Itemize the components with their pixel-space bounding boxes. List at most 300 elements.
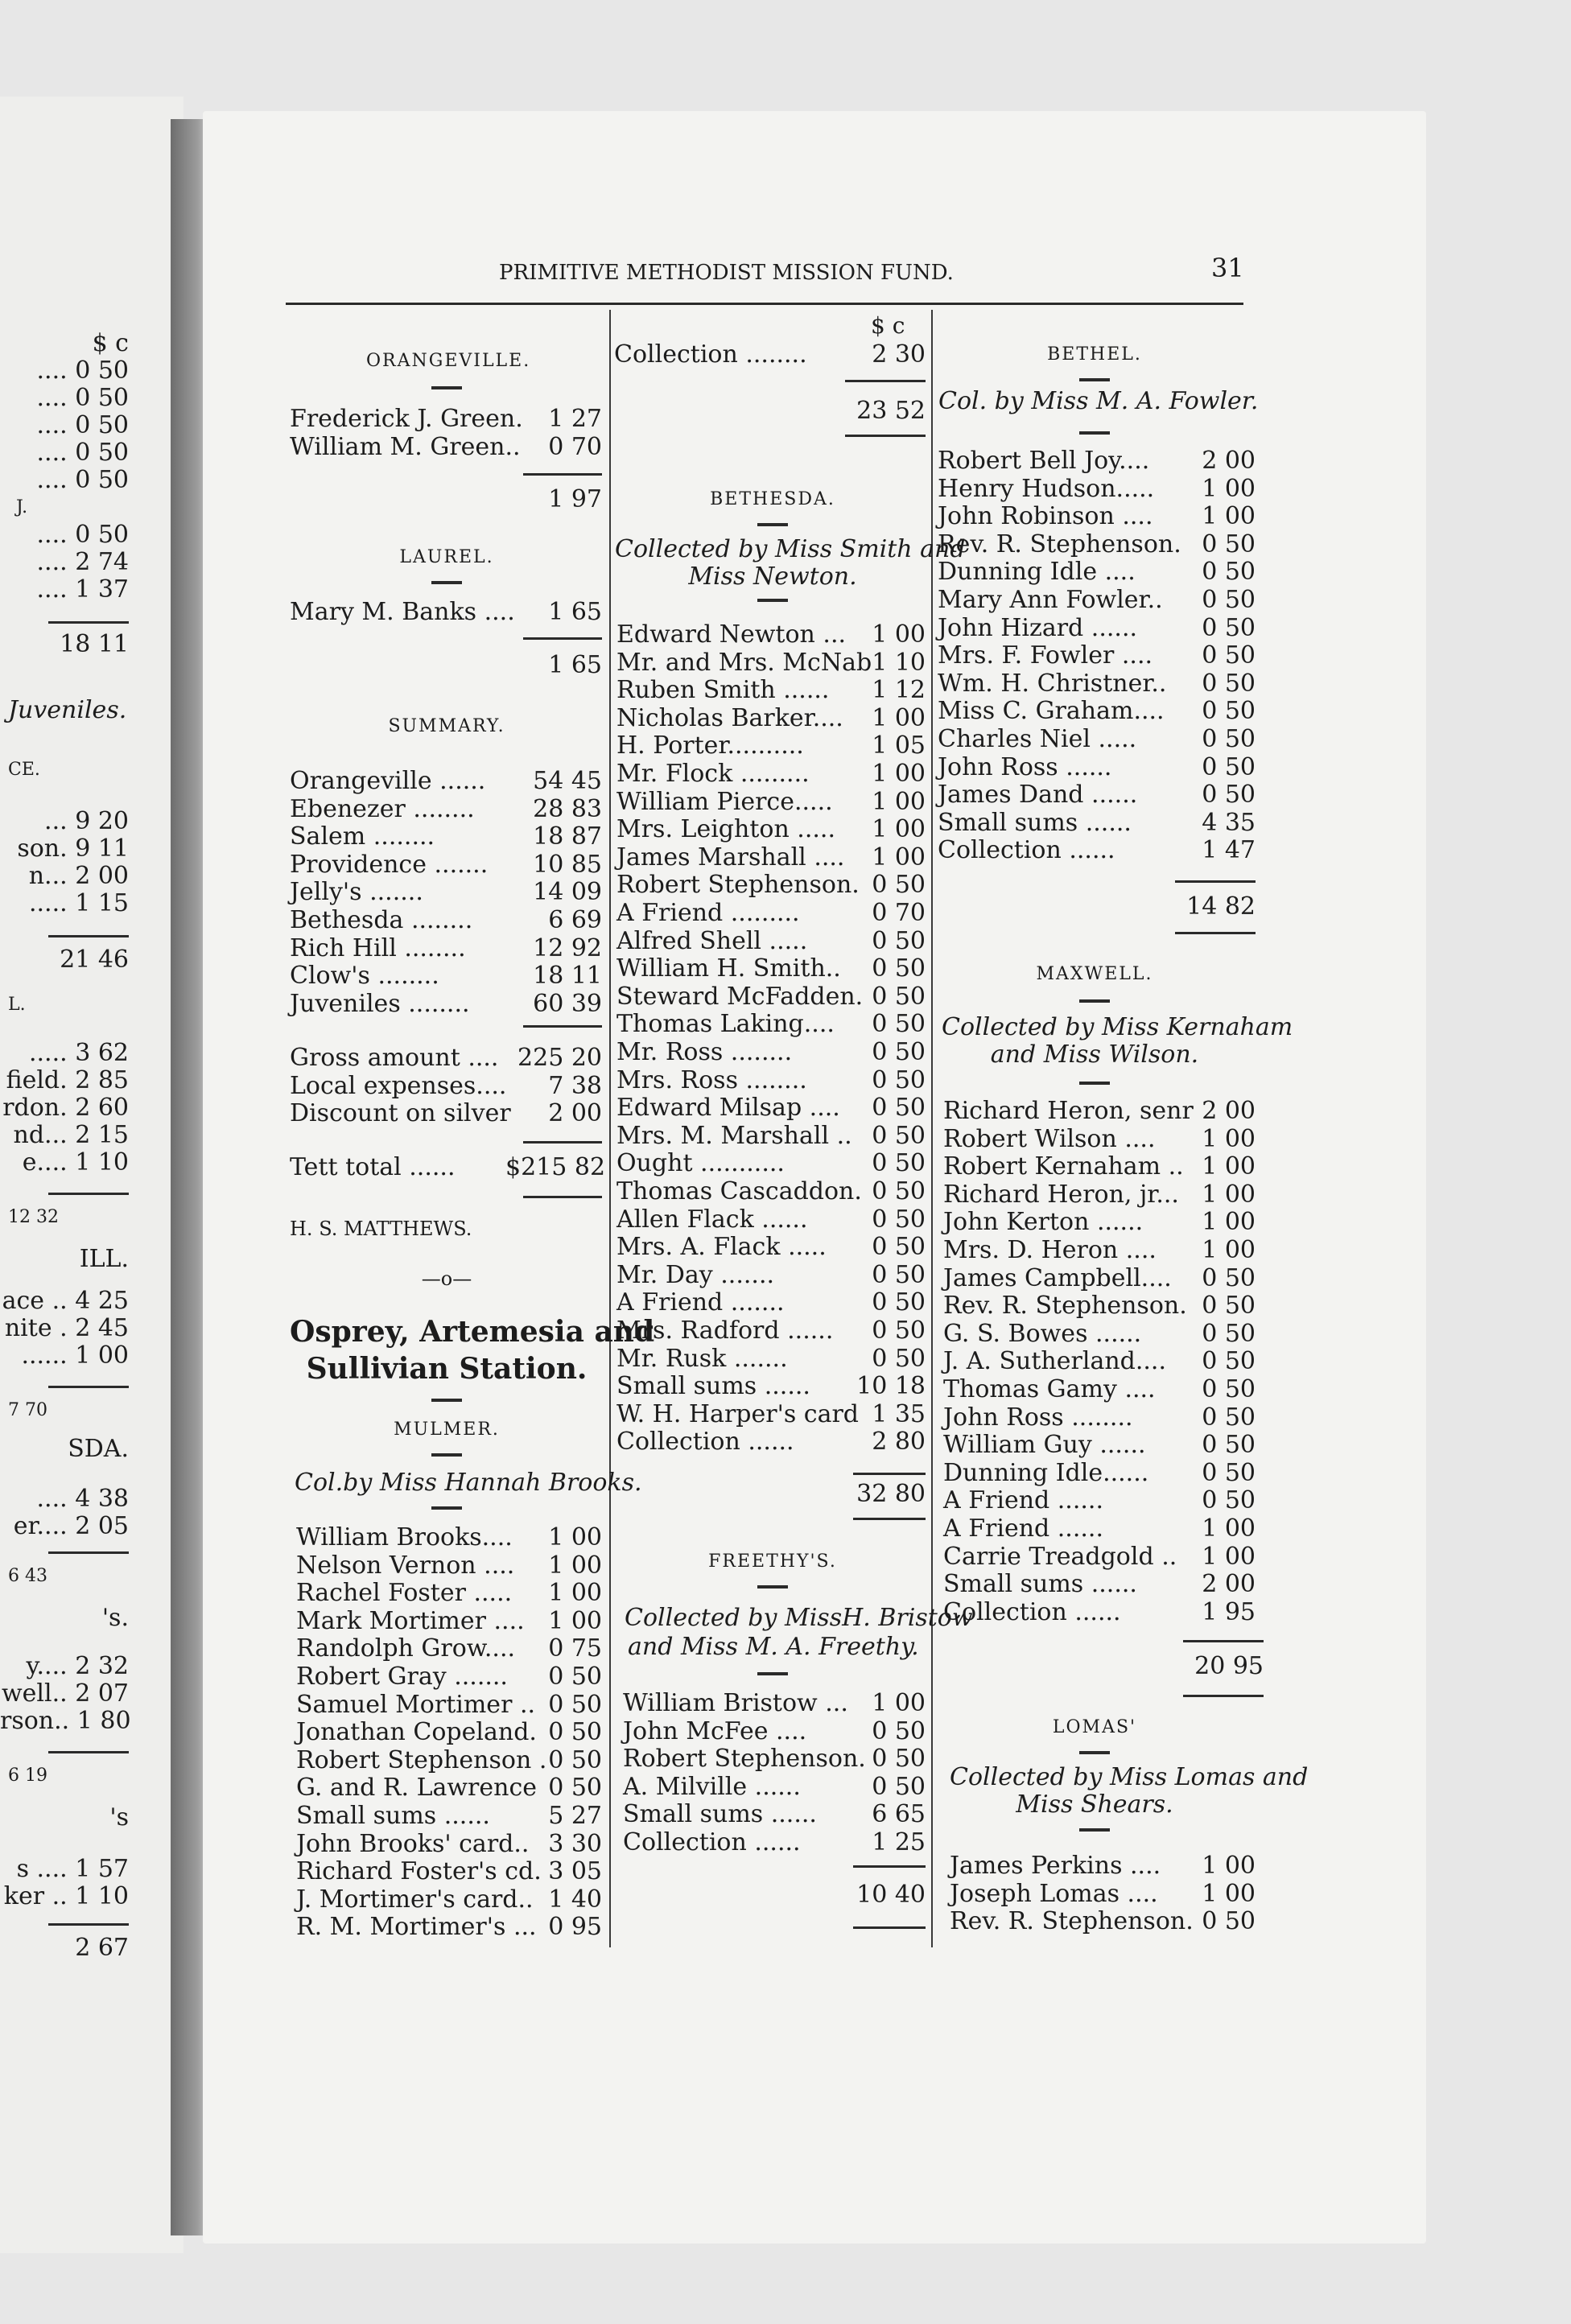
entry-amount: 18 11 <box>533 962 602 991</box>
running-head: PRIMITIVE METHODIST MISSION FUND. <box>499 261 954 285</box>
entry-name: Collection ........ <box>614 340 807 369</box>
entry-amount: 1 00 <box>548 1579 602 1608</box>
entry-amount: 1 00 <box>872 760 926 788</box>
entry-name: Allen Flack ...... <box>616 1205 808 1234</box>
left-page-text: J. <box>16 497 28 517</box>
entry-name: Mrs. A. Flack ..... <box>616 1233 827 1262</box>
entry-name: Rev. R. Stephenson. <box>943 1292 1187 1321</box>
entry-name: Mrs. F. Fowler .... <box>938 641 1153 670</box>
left-page-text: 18 11 <box>60 630 129 658</box>
entry-amount: 0 50 <box>872 1010 926 1039</box>
entry-amount: 1 40 <box>548 1885 602 1914</box>
entry-amount: 6 69 <box>548 906 602 934</box>
entry-name: Ebenezer ........ <box>290 794 475 823</box>
entry-amount: 1 00 <box>872 620 926 649</box>
entry-amount: 225 20 <box>517 1044 602 1072</box>
entry-name: Clow's ........ <box>290 962 439 991</box>
entry-name: Rich Hill ........ <box>290 933 466 962</box>
entry-amount: 5 27 <box>548 1802 602 1830</box>
entry-amount: 7 38 <box>548 1071 602 1100</box>
entry-name: Nelson Vernon .... <box>296 1551 515 1580</box>
entry-name: John Ross ...... <box>938 752 1112 781</box>
left-page-text: rdon. 2 60 <box>2 1094 129 1122</box>
column-divider <box>609 310 611 1947</box>
subtotal: 1 65 <box>548 651 602 679</box>
entry-amount: 1 00 <box>1202 1152 1256 1181</box>
header-rule <box>286 303 1243 305</box>
entry-name: William Bristow ... <box>623 1689 848 1717</box>
left-page-rule <box>48 1751 129 1753</box>
collector-line: Miss Shears. <box>1016 1790 1173 1819</box>
entry-amount: 1 00 <box>1202 1236 1256 1264</box>
left-page-text: 's <box>109 1803 129 1832</box>
left-page-text: 21 46 <box>60 946 129 974</box>
entry-amount: 0 50 <box>1202 1263 1256 1292</box>
entry-amount: 14 09 <box>533 878 602 907</box>
ornament: —o— <box>421 1267 472 1290</box>
entry-name: James Dand ...... <box>938 781 1138 810</box>
short-dash <box>1079 1751 1110 1754</box>
subtotal-rule <box>1175 932 1256 934</box>
subtotal-rule <box>853 1926 926 1929</box>
entry-name: Robert Stephenson. <box>623 1745 866 1774</box>
entry-amount: 10 85 <box>533 850 602 879</box>
entry-amount: 0 50 <box>872 871 926 900</box>
entry-name: John Kerton ...... <box>943 1208 1144 1237</box>
entry-amount: 0 50 <box>1202 1347 1256 1376</box>
entry-name: Providence ....... <box>290 850 489 879</box>
entry-amount: 1 12 <box>872 676 926 705</box>
entry-name: William Guy ...... <box>943 1431 1146 1460</box>
entry-amount: 0 50 <box>872 1205 926 1234</box>
left-page-text: .... 0 50 <box>36 521 129 549</box>
subtotal: 32 80 <box>856 1480 926 1508</box>
subtotal: 10 40 <box>856 1881 926 1909</box>
left-page-text: .... 0 50 <box>36 439 129 467</box>
entry-name: Mrs. M. Marshall .. <box>616 1121 852 1150</box>
subtotal-rule <box>523 1025 602 1028</box>
entry-name: Salem ........ <box>290 822 435 851</box>
entry-amount: 1 00 <box>872 843 926 872</box>
entry-name: Rev. R. Stephenson. <box>950 1907 1194 1936</box>
entry-amount: 1 00 <box>1202 1879 1256 1908</box>
entry-amount: 0 50 <box>1202 781 1256 810</box>
entry-amount: 2 00 <box>1202 447 1256 475</box>
left-page-text: .... 0 50 <box>36 384 129 412</box>
entry-amount: 0 95 <box>548 1913 602 1942</box>
entry-name: Mrs. Leighton ..... <box>616 815 835 844</box>
station-heading: Osprey, Artemesia and <box>290 1315 655 1349</box>
left-page-text: er.... 2 05 <box>13 1512 129 1540</box>
subtotal-rule <box>523 637 602 640</box>
entry-name: Miss C. Graham.... <box>938 697 1165 726</box>
left-page-text: .... 0 50 <box>36 466 129 494</box>
entry-name: Richard Heron, jr... <box>943 1180 1179 1209</box>
entry-name: Small sums ...... <box>616 1372 810 1401</box>
subtotal-rule <box>523 1141 602 1143</box>
entry-name: William Pierce..... <box>616 787 833 816</box>
section-heading: ORANGEVILLE. <box>366 351 531 371</box>
entry-name: A Friend ......... <box>616 899 800 927</box>
entry-name: Mr. Flock ......... <box>616 760 810 788</box>
entry-name: Jelly's ....... <box>290 878 423 907</box>
subtotal: 14 82 <box>1186 892 1256 921</box>
entry-amount: 1 00 <box>872 703 926 732</box>
subtotal-rule <box>853 1473 926 1475</box>
left-page-rule <box>48 1386 129 1388</box>
entry-name: Ruben Smith ...... <box>616 676 830 705</box>
left-page-text: y.... 2 32 <box>26 1652 129 1680</box>
entry-amount: 1 27 <box>548 405 602 433</box>
entry-name: Thomas Gamy .... <box>943 1375 1156 1403</box>
entry-name: Collection ...... <box>616 1428 794 1457</box>
entry-name: John Hizard ...... <box>938 613 1138 642</box>
entry-amount: 1 35 <box>872 1399 926 1428</box>
entry-amount: 0 50 <box>1202 1431 1256 1460</box>
subtotal-rule <box>1183 1640 1264 1642</box>
entry-name: Mark Mortimer .... <box>296 1606 525 1635</box>
short-dash <box>1079 431 1110 435</box>
entry-amount: 1 65 <box>548 598 602 626</box>
entry-amount: 2 00 <box>1202 1570 1256 1599</box>
entry-amount: 1 00 <box>1202 1852 1256 1880</box>
entry-amount: 0 50 <box>1202 1292 1256 1321</box>
collector-line: Collected by Miss Smith and <box>615 535 966 563</box>
entry-name: Mr. Ross ........ <box>616 1038 793 1066</box>
left-page-text: son. 9 11 <box>17 834 129 863</box>
entry-name: Small sums ...... <box>623 1800 817 1829</box>
left-page-text: 2 67 <box>75 1934 129 1962</box>
entry-amount: 0 50 <box>548 1663 602 1691</box>
entry-name: A. Milville ...... <box>623 1772 801 1801</box>
subtotal-rule <box>523 1196 602 1198</box>
entry-amount: 0 50 <box>1202 1907 1256 1936</box>
left-page-text: 12 32 <box>8 1207 59 1227</box>
left-page-text: 6 43 <box>8 1566 47 1586</box>
entry-name: Robert Stephenson . <box>296 1745 547 1774</box>
entry-amount: 1 10 <box>872 648 926 677</box>
entry-name: John Brooks' card.. <box>296 1829 530 1858</box>
entry-amount: 2 00 <box>548 1099 602 1128</box>
left-page-rule <box>48 1923 129 1926</box>
entry-amount: 1 00 <box>872 815 926 844</box>
entry-name: Tett total ...... <box>290 1153 456 1181</box>
entry-amount: 0 50 <box>1202 529 1256 558</box>
entry-amount: 0 50 <box>872 982 926 1011</box>
collector-line: Collected by Miss Kernaham <box>942 1013 1293 1041</box>
entry-amount: 3 05 <box>548 1857 602 1886</box>
entry-name: A Friend ....... <box>616 1288 785 1317</box>
left-page-text: .... 0 50 <box>36 411 129 439</box>
entry-amount: 0 50 <box>1202 1486 1256 1515</box>
entry-name: Carrie Treadgold .. <box>943 1542 1177 1571</box>
entry-name: James Campbell.... <box>943 1263 1172 1292</box>
entry-name: Joseph Lomas .... <box>950 1879 1158 1908</box>
entry-amount: 2 80 <box>872 1428 926 1457</box>
entry-amount: 0 50 <box>1202 1458 1256 1487</box>
entry-name: Steward McFadden. <box>616 982 864 1011</box>
short-dash <box>1079 1082 1110 1085</box>
collector-line: Col. by Miss M. A. Fowler. <box>938 387 1259 415</box>
entry-amount: 0 50 <box>1202 1319 1256 1348</box>
entry-name: Frederick J. Green. <box>290 405 523 433</box>
subtotal-rule <box>853 1865 926 1868</box>
entry-name: Robert Bell Joy.... <box>938 447 1150 475</box>
subtotal-rule <box>523 473 602 476</box>
entry-name: Richard Heron, senr <box>943 1097 1194 1125</box>
section-heading: MAXWELL. <box>1036 964 1153 984</box>
entry-name: Juveniles ........ <box>290 989 470 1018</box>
entry-amount: 2 00 <box>1202 1097 1256 1125</box>
left-page-text: nite . 2 45 <box>4 1314 129 1342</box>
subtotal-rule <box>845 380 926 382</box>
entry-amount: 1 00 <box>872 787 926 816</box>
entry-name: Alfred Shell ..... <box>616 926 808 955</box>
entry-amount: 0 50 <box>1202 752 1256 781</box>
entry-amount: 0 50 <box>1202 1403 1256 1432</box>
left-page-text: CE. <box>8 760 40 780</box>
entry-amount: 0 50 <box>1202 725 1256 753</box>
entry-name: Collection ...... <box>938 836 1115 865</box>
station-heading: Sullivian Station. <box>306 1352 588 1386</box>
entry-name: Small sums ...... <box>296 1802 490 1830</box>
subtotal-rule <box>853 1518 926 1520</box>
left-page-text: .... 2 74 <box>36 548 129 576</box>
entry-name: Rev. R. Stephenson. <box>938 529 1181 558</box>
entry-amount: 0 50 <box>872 1288 926 1317</box>
entry-amount: 1 00 <box>1202 1180 1256 1209</box>
entry-name: Collection ...... <box>943 1597 1121 1626</box>
entry-amount: 1 00 <box>1202 502 1256 531</box>
entry-name: Mrs. Ross ........ <box>616 1065 807 1094</box>
short-dash <box>431 1453 462 1457</box>
short-dash <box>1079 999 1110 1003</box>
entry-name: Thomas Cascaddon. <box>616 1177 862 1205</box>
short-dash <box>757 1585 788 1588</box>
entry-amount: 0 70 <box>872 899 926 927</box>
page-number: 31 <box>1211 253 1244 283</box>
collector-line: Col.by Miss Hannah Brooks. <box>295 1469 642 1497</box>
collector-line: and Miss Wilson. <box>990 1040 1199 1069</box>
left-page-text: ... 9 20 <box>44 807 129 835</box>
entry-name: William Brooks.... <box>296 1523 513 1551</box>
entry-amount: 0 50 <box>872 1233 926 1262</box>
left-page-text: ...... 1 00 <box>21 1341 129 1370</box>
entry-name: Samuel Mortimer .. <box>296 1690 536 1719</box>
short-dash <box>431 1399 462 1402</box>
left-page-text: L. <box>8 995 26 1015</box>
currency-header: $ c <box>871 312 905 339</box>
entry-name: Thomas Laking.... <box>616 1010 835 1039</box>
entry-amount: 1 00 <box>1202 1514 1256 1543</box>
subtotal: 1 97 <box>548 485 602 513</box>
subtotal-rule <box>845 435 926 437</box>
entry-amount: 0 50 <box>548 1745 602 1774</box>
entry-amount: 0 50 <box>872 1317 926 1345</box>
section-heading: LAUREL. <box>399 547 494 567</box>
entry-amount: 0 50 <box>872 1177 926 1205</box>
left-page-text: e.... 1 10 <box>22 1148 129 1176</box>
left-page-text: rson.. 1 80 <box>0 1707 131 1735</box>
signature: H. S. MATTHEWS. <box>290 1218 472 1240</box>
entry-amount: 1 00 <box>548 1551 602 1580</box>
entry-name: G. S. Bowes ...... <box>943 1319 1142 1348</box>
left-page-text: 's. <box>101 1604 129 1632</box>
entry-name: Rachel Foster ..... <box>296 1579 513 1608</box>
entry-amount: 12 92 <box>533 933 602 962</box>
entry-amount: 1 00 <box>1202 1124 1256 1153</box>
left-page-text: n... 2 00 <box>28 862 129 890</box>
entry-amount: 0 50 <box>1202 697 1256 726</box>
entry-amount: 0 50 <box>872 1038 926 1066</box>
entry-name: W. H. Harper's card <box>616 1399 859 1428</box>
entry-amount: 18 87 <box>533 822 602 851</box>
entry-name: Nicholas Barker.... <box>616 703 843 732</box>
entry-name: Collection ...... <box>623 1828 801 1856</box>
left-page-text: SDA. <box>68 1435 129 1463</box>
section-heading: BETHEL. <box>1047 344 1142 365</box>
entry-amount: 1 00 <box>548 1606 602 1635</box>
section-heading: FREETHY'S. <box>708 1551 837 1572</box>
entry-amount: 0 50 <box>1202 669 1256 698</box>
entry-name: Jonathan Copeland. <box>296 1718 537 1747</box>
left-page-rule <box>48 935 129 937</box>
short-dash <box>1079 1828 1110 1832</box>
left-page-text: field. 2 85 <box>6 1066 129 1094</box>
entry-name: Orangeville ...... <box>290 767 486 795</box>
subtotal-rule <box>1175 880 1256 883</box>
short-dash <box>757 1672 788 1675</box>
entry-amount: 10 18 <box>856 1372 926 1401</box>
entry-name: Mary Ann Fowler.. <box>938 586 1163 614</box>
entry-name: A Friend ...... <box>943 1486 1103 1515</box>
left-page-text: well.. 2 07 <box>1 1679 129 1708</box>
entry-amount: 0 50 <box>872 1121 926 1150</box>
entry-amount: 1 00 <box>872 1689 926 1717</box>
left-page-text: nd... 2 15 <box>13 1121 129 1149</box>
entry-name: Small sums ...... <box>943 1570 1137 1599</box>
entry-name: Robert Kernaham .. <box>943 1152 1184 1181</box>
entry-amount: 1 00 <box>1202 1208 1256 1237</box>
entry-name: R. M. Mortimer's ... <box>296 1913 537 1942</box>
entry-amount: 1 00 <box>1202 1542 1256 1571</box>
left-page-rule <box>48 1193 129 1195</box>
entry-amount: $215 82 <box>505 1153 606 1181</box>
entry-amount: 4 35 <box>1202 808 1256 837</box>
subtotal: 20 95 <box>1194 1652 1264 1680</box>
section-heading: LOMAS' <box>1052 1717 1137 1737</box>
entry-amount: 1 00 <box>548 1523 602 1551</box>
entry-name: Mary M. Banks .... <box>290 598 515 626</box>
entry-amount: 1 00 <box>1202 474 1256 503</box>
entry-name: Robert Gray ....... <box>296 1663 508 1691</box>
section-heading: SUMMARY. <box>388 716 505 736</box>
entry-name: Mrs. Radford ...... <box>616 1317 834 1345</box>
entry-name: J. Mortimer's card.. <box>296 1885 534 1914</box>
entry-amount: 0 50 <box>872 1065 926 1094</box>
entry-name: Bethesda ........ <box>290 906 473 934</box>
entry-amount: 0 50 <box>872 1094 926 1123</box>
left-page-text: Juveniles. <box>8 696 127 724</box>
entry-amount: 0 50 <box>872 1716 926 1745</box>
collector-line: and Miss M. A. Freethy. <box>628 1633 919 1661</box>
entry-name: John Ross ........ <box>943 1403 1133 1432</box>
entry-name: Small sums ...... <box>938 808 1132 837</box>
entry-name: Wm. H. Christner.. <box>938 669 1167 698</box>
entry-name: Mr. Rusk ....... <box>616 1344 788 1373</box>
left-page-text: .... 4 38 <box>36 1485 129 1513</box>
entry-name: John McFee .... <box>623 1716 807 1745</box>
entry-name: H. Porter.......... <box>616 731 804 760</box>
entry-amount: 0 50 <box>872 1149 926 1178</box>
entry-name: William M. Green.. <box>290 432 521 461</box>
entry-amount: 0 50 <box>872 1745 926 1774</box>
left-page-rule <box>48 1551 129 1554</box>
short-dash <box>757 523 788 526</box>
short-dash <box>431 386 462 389</box>
entry-amount: 3 30 <box>548 1829 602 1858</box>
entry-name: Dunning Idle .... <box>938 558 1136 587</box>
left-page-text: .... 1 37 <box>36 575 129 604</box>
short-dash <box>1079 378 1110 381</box>
entry-amount: 0 50 <box>872 1260 926 1289</box>
entry-amount: 28 83 <box>533 794 602 823</box>
entry-name: J. A. Sutherland.... <box>943 1347 1167 1376</box>
entry-amount: 2 30 <box>872 340 926 369</box>
left-page-text: ker .. 1 10 <box>3 1882 129 1910</box>
entry-amount: 0 50 <box>1202 558 1256 587</box>
entry-name: James Marshall .... <box>616 843 845 872</box>
left-page-text: ..... 3 62 <box>28 1039 129 1067</box>
entry-name: G. and R. Lawrence <box>296 1774 538 1803</box>
entry-amount: 1 05 <box>872 731 926 760</box>
left-page-text: ace .. 4 25 <box>2 1287 129 1315</box>
left-page-text: 7 70 <box>8 1400 47 1420</box>
entry-name: Local expenses.... <box>290 1071 507 1100</box>
entry-name: John Robinson .... <box>938 502 1153 531</box>
entry-amount: 0 50 <box>872 1772 926 1801</box>
entry-name: Robert Stephenson. <box>616 871 860 900</box>
entry-name: A Friend ...... <box>943 1514 1103 1543</box>
entry-amount: 1 47 <box>1202 836 1256 865</box>
section-heading: MULMER. <box>394 1420 500 1440</box>
entry-amount: 54 45 <box>533 767 602 795</box>
entry-name: James Perkins .... <box>950 1852 1161 1880</box>
entry-amount: 0 50 <box>872 926 926 955</box>
section-heading: BETHESDA. <box>710 489 835 509</box>
entry-name: Henry Hudson..... <box>938 474 1155 503</box>
entry-amount: 0 50 <box>1202 1375 1256 1403</box>
entry-amount: 1 95 <box>1202 1597 1256 1626</box>
collector-line: Collected by Miss Lomas and <box>950 1763 1309 1791</box>
entry-name: Mr. Day ....... <box>616 1260 775 1289</box>
entry-name: Robert Wilson .... <box>943 1124 1156 1153</box>
entry-amount: 0 50 <box>548 1718 602 1747</box>
entry-amount: 0 70 <box>548 432 602 461</box>
entry-name: Edward Milsap .... <box>616 1094 840 1123</box>
left-page-text: s .... 1 57 <box>16 1855 129 1883</box>
entry-amount: 0 50 <box>548 1690 602 1719</box>
entry-amount: 0 50 <box>1202 613 1256 642</box>
entry-amount: 0 50 <box>1202 641 1256 670</box>
subtotal-rule <box>1183 1695 1264 1697</box>
entry-name: Randolph Grow.... <box>296 1634 516 1663</box>
entry-name: Mrs. D. Heron .... <box>943 1236 1157 1264</box>
subtotal: 23 52 <box>856 397 926 425</box>
entry-name: William H. Smith.. <box>616 954 841 983</box>
entry-amount: 0 50 <box>872 954 926 983</box>
entry-amount: 0 50 <box>872 1344 926 1373</box>
